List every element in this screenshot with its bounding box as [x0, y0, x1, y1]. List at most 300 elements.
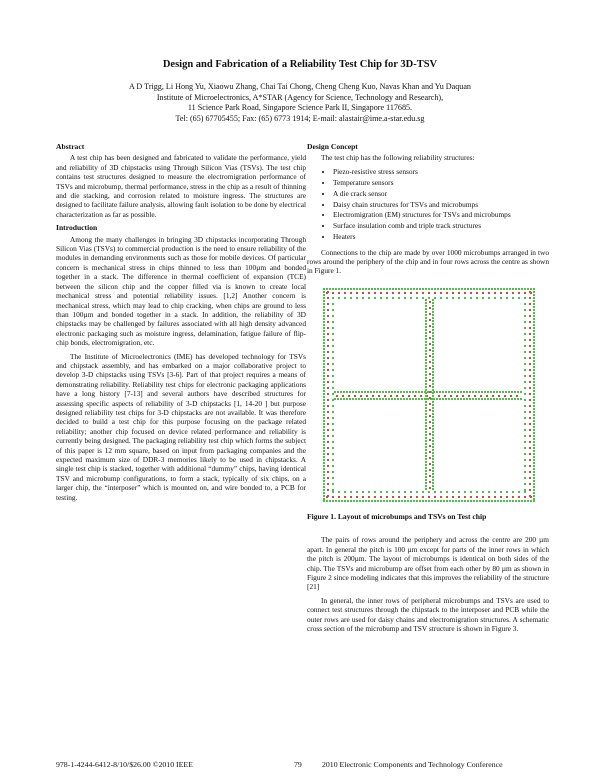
microbump [323, 438, 325, 440]
microbump [353, 288, 355, 290]
microbump [374, 491, 376, 493]
microbump [485, 500, 487, 502]
microbump [510, 395, 512, 397]
microbump [323, 327, 325, 329]
microbump [432, 320, 434, 322]
microbump [380, 288, 382, 290]
microbump [514, 398, 516, 400]
microbump [492, 395, 494, 397]
microbump [533, 399, 535, 401]
list-item: • Temperature sensors [333, 178, 549, 187]
microbump [533, 369, 535, 371]
footer-page-number: 79 [294, 760, 302, 769]
design-concept-intro: The test chip has the following reliability structures: [321, 153, 475, 163]
microbump [467, 288, 469, 290]
microbump [346, 398, 348, 400]
author-affiliation: Institute of Microelectronics, A*STAR (Agency for Science, Technology and Research), [156, 92, 444, 102]
microbump [533, 486, 535, 488]
microbump [432, 404, 434, 406]
microbump [437, 500, 439, 502]
microbump [429, 445, 431, 447]
microbump [323, 492, 325, 494]
microbump [425, 320, 427, 322]
microbump [410, 500, 412, 502]
microbump [425, 434, 427, 436]
microbump [470, 297, 472, 299]
microbump [425, 413, 427, 415]
microbump [533, 483, 535, 485]
microbump [432, 410, 434, 412]
microbump [486, 395, 488, 397]
microbump [529, 495, 531, 497]
microbump [431, 500, 433, 502]
microbump [425, 299, 427, 301]
microbump [425, 416, 427, 418]
microbump [332, 387, 334, 389]
microbump [494, 288, 496, 290]
microbump [323, 303, 325, 305]
microbump [361, 391, 363, 393]
microbump [425, 288, 427, 290]
microbump [432, 431, 434, 433]
microbump [425, 350, 427, 352]
microbump [323, 486, 325, 488]
microbump [524, 315, 526, 317]
list-item: • Heaters [333, 232, 549, 241]
microbump [416, 491, 418, 493]
microbump [524, 327, 526, 329]
microbump [362, 292, 364, 294]
microbump [323, 432, 325, 434]
microbump [512, 491, 514, 493]
microbump [429, 349, 431, 351]
microbump [518, 496, 520, 498]
microbump [386, 491, 388, 493]
microbump [529, 465, 531, 467]
microbump [374, 500, 376, 502]
microbump [371, 500, 373, 502]
microbump [533, 348, 535, 350]
microbump [529, 381, 531, 383]
microbump [327, 399, 329, 401]
microbump [533, 471, 535, 473]
microbump [524, 496, 526, 498]
microbump [529, 423, 531, 425]
microbump [401, 500, 403, 502]
microbump [425, 401, 427, 403]
microbump [425, 380, 427, 382]
microbump [332, 292, 334, 294]
microbump [529, 471, 531, 473]
microbump [429, 397, 431, 399]
microbump [425, 377, 427, 379]
microbump [533, 405, 535, 407]
microbump [482, 500, 484, 502]
microbump [376, 398, 378, 400]
microbump [425, 479, 427, 481]
microbump [506, 297, 508, 299]
microbump [361, 398, 363, 400]
microbump [425, 461, 427, 463]
microbump [524, 453, 526, 455]
microbump [533, 387, 535, 389]
list-item: • Piezo-resistive stress sensors [333, 167, 549, 176]
microbump [439, 391, 441, 393]
microbump [327, 477, 329, 479]
microbump [462, 395, 464, 397]
author-block [60, 82, 540, 124]
microbump [428, 496, 430, 498]
microbump [332, 453, 334, 455]
microbump [476, 491, 478, 493]
microbump [524, 441, 526, 443]
microbump [368, 500, 370, 502]
microbump [327, 303, 329, 305]
microbump-layout-diagram [321, 286, 537, 504]
microbump [374, 292, 376, 294]
microbump [491, 288, 493, 290]
microbump [429, 355, 431, 357]
microbump [389, 500, 391, 502]
microbump [533, 429, 535, 431]
microbump [488, 292, 490, 294]
microbump [386, 297, 388, 299]
microbump [412, 391, 414, 393]
microbump [440, 292, 442, 294]
microbump [327, 429, 329, 431]
footer-conference: 2010 Electronic Components and Technology Conference [322, 760, 503, 769]
microbump [490, 391, 492, 393]
microbump [394, 391, 396, 393]
microbump [323, 420, 325, 422]
microbump [469, 398, 471, 400]
microbump [455, 288, 457, 290]
microbump [332, 321, 334, 323]
microbump [529, 489, 531, 491]
microbump [488, 500, 490, 502]
microbump [323, 423, 325, 425]
microbump [368, 297, 370, 299]
microbump [470, 496, 472, 498]
microbump [385, 398, 387, 400]
microbump [529, 441, 531, 443]
microbump [432, 437, 434, 439]
microbump [533, 321, 535, 323]
microbump [348, 395, 350, 397]
microbump [496, 391, 498, 393]
microbump [436, 398, 438, 400]
microbump [533, 480, 535, 482]
microbump [323, 372, 325, 374]
microbump [533, 450, 535, 452]
microbump [533, 447, 535, 449]
microbump [425, 302, 427, 304]
microbump [422, 500, 424, 502]
microbump [332, 315, 334, 317]
microbump [429, 451, 431, 453]
microbump [432, 449, 434, 451]
microbump [533, 300, 535, 302]
microbump [429, 481, 431, 483]
microbump [349, 398, 351, 400]
microbump [406, 391, 408, 393]
microbump [533, 411, 535, 413]
microbump [332, 417, 334, 419]
microbump [332, 405, 334, 407]
microbump [443, 288, 445, 290]
microbump [332, 303, 334, 305]
microbump [337, 391, 339, 393]
microbump [533, 351, 535, 353]
microbump [340, 391, 342, 393]
microbump [416, 500, 418, 502]
microbump [445, 391, 447, 393]
microbump [529, 321, 531, 323]
microbump [386, 500, 388, 502]
microbump [429, 457, 431, 459]
microbump [332, 399, 334, 401]
microbump [432, 368, 434, 370]
microbump [432, 422, 434, 424]
microbump [327, 489, 329, 491]
microbump [432, 482, 434, 484]
microbump [409, 398, 411, 400]
microbump [323, 354, 325, 356]
microbump [475, 398, 477, 400]
microbump [434, 288, 436, 290]
microbump [432, 329, 434, 331]
microbump [391, 391, 393, 393]
microbump [432, 299, 434, 301]
microbump [323, 396, 325, 398]
microbump [448, 398, 450, 400]
microbump [529, 405, 531, 407]
microbump [432, 446, 434, 448]
microbump [428, 292, 430, 294]
microbump [327, 471, 329, 473]
microbump [436, 391, 438, 393]
microbump [356, 491, 358, 493]
microbump [464, 292, 466, 294]
microbump [432, 419, 434, 421]
microbump [425, 437, 427, 439]
microbump [461, 500, 463, 502]
microbump [429, 361, 431, 363]
microbump [356, 496, 358, 498]
microbump [327, 417, 329, 419]
microbump [518, 297, 520, 299]
microbump [494, 297, 496, 299]
microbump [524, 477, 526, 479]
microbump [429, 421, 431, 423]
microbump [431, 288, 433, 290]
microbump [327, 441, 329, 443]
microbump [533, 354, 535, 356]
microbump [524, 381, 526, 383]
microbump [416, 292, 418, 294]
microbump [524, 471, 526, 473]
microbump [382, 398, 384, 400]
microbump [533, 342, 535, 344]
microbump [425, 371, 427, 373]
microbump [323, 366, 325, 368]
microbump [334, 391, 336, 393]
microbump [533, 417, 535, 419]
microbump [349, 391, 351, 393]
microbump [442, 398, 444, 400]
microbump [323, 315, 325, 317]
microbump [371, 288, 373, 290]
figure-paragraph-2: In general, the inner rows of peripheral microbumps and TSVs are used to connect test structures through the chipstack to the interposer and PCB while the outer rows are used for daisy chains and electromigration structures. A schematic cross section of the microbump and TSV structure is shown in Figure 3. [307, 595, 549, 633]
microbump [406, 398, 408, 400]
microbump [323, 483, 325, 485]
microbump [327, 465, 329, 467]
microbump [367, 398, 369, 400]
microbump [323, 384, 325, 386]
microbump [432, 488, 434, 490]
microbump [529, 363, 531, 365]
microbump [398, 297, 400, 299]
microbump [472, 398, 474, 400]
figure-1-caption: Figure 1. Layout of microbumps and TSVs on Test chip [307, 511, 487, 521]
microbump [425, 443, 427, 445]
microbump [524, 429, 526, 431]
microbump [464, 288, 466, 290]
microbump [524, 447, 526, 449]
microbump [323, 294, 325, 296]
microbump [332, 288, 334, 290]
microbump [327, 381, 329, 383]
microbump [432, 374, 434, 376]
microbump [429, 415, 431, 417]
microbump [398, 491, 400, 493]
microbump [391, 398, 393, 400]
microbump [440, 500, 442, 502]
microbump [338, 496, 340, 498]
microbump [490, 398, 492, 400]
microbump [533, 393, 535, 395]
microbump [524, 489, 526, 491]
microbump [347, 288, 349, 290]
microbump [440, 288, 442, 290]
microbump [425, 332, 427, 334]
microbump [327, 333, 329, 335]
microbump [533, 456, 535, 458]
microbump [425, 359, 427, 361]
microbump [432, 389, 434, 391]
microbump [425, 362, 427, 364]
microbump [344, 491, 346, 493]
microbump [422, 496, 424, 498]
microbump [533, 495, 535, 497]
microbump [404, 500, 406, 502]
microbump [429, 385, 431, 387]
microbump [340, 398, 342, 400]
microbump [323, 351, 325, 353]
microbump [533, 294, 535, 296]
microbump [432, 314, 434, 316]
microbump [509, 500, 511, 502]
microbump [529, 297, 531, 299]
microbump [410, 496, 412, 498]
microbump [403, 398, 405, 400]
microbump [408, 395, 410, 397]
microbump [432, 308, 434, 310]
microbump [470, 500, 472, 502]
microbump [432, 464, 434, 466]
microbump [464, 496, 466, 498]
microbump [327, 411, 329, 413]
microbump [370, 391, 372, 393]
microbump [506, 500, 508, 502]
microbump [515, 288, 517, 290]
microbump [327, 387, 329, 389]
microbump [429, 313, 431, 315]
microbump [524, 357, 526, 359]
microbump [323, 471, 325, 473]
intro-paragraph-2: The Institute of Microelectronics (IME) has developed technology for TSVs and chipstack assembly, and has embarked on a major collaborative project to develop 3-D chipstacks using TSVs [3-6]. Part of that project requires a means of demonstrating reliability. Reliability test chips for electronic packaging applications have a long history [7-13] and several authors have described structures for assessing specific aspects of reliability of 3-D chipstacks [1, 14-20 ] but purpose designed reliability test chips for 3-D chipstacks are not available. It was therefore decided to build a test chip for this purpose focusing on the package related reliability; another chip focused on device related performance and reliability is currently being designed. The packaging reliability test chip which forms the subject of this paper is 12 mm square, based on input from packaging companies and the expected maximum size of DDR-3 memories likely to be used in chipstacks. A single test chip is stacked, together with additional “dummy” chips, having identical TSV and microbump configurations, to form a stack, typically of six chips, on a larger chip, the “interposer” which is mounted on, and wire bonded to, a PCB for testing. [56, 351, 306, 502]
right-column [307, 142, 549, 637]
microbump [476, 500, 478, 502]
microbump [336, 395, 338, 397]
microbump [479, 500, 481, 502]
microbump [362, 500, 364, 502]
microbump [429, 373, 431, 375]
microbump [444, 395, 446, 397]
microbump [386, 292, 388, 294]
microbump [332, 489, 334, 491]
microbump [416, 288, 418, 290]
microbump [332, 441, 334, 443]
microbump [429, 367, 431, 369]
microbump [506, 496, 508, 498]
microbump [397, 391, 399, 393]
author-contact: Tel: (65) 67705455; Fax: (65) 6773 1914; E-mail: alastair@ime.a-star.edu.sg [175, 113, 425, 123]
microbump [434, 496, 436, 498]
microbump [429, 403, 431, 405]
microbump [332, 333, 334, 335]
microbump [398, 500, 400, 502]
microbump [376, 391, 378, 393]
microbump [508, 391, 510, 393]
microbump [323, 444, 325, 446]
microbump [366, 395, 368, 397]
microbump [474, 395, 476, 397]
microbump [533, 297, 535, 299]
microbump [515, 500, 517, 502]
microbump [452, 500, 454, 502]
microbump [497, 500, 499, 502]
microbump [327, 423, 329, 425]
microbump [327, 291, 329, 293]
design-concept-connections: Connections to the chip are made by over 1000 microbumps arranged in two rows around the periphery of the chip and in four rows across the centre as shown in Figure 1. [307, 247, 549, 276]
microbump [460, 391, 462, 393]
microbump [458, 496, 460, 498]
microbump [533, 474, 535, 476]
microbump [373, 391, 375, 393]
microbump [432, 359, 434, 361]
microbump [425, 404, 427, 406]
abstract-text: A test chip has been designed and fabricated to validate the performance, yield and reliability of 3D chipstacks using Through Silicon Vias (TSVs). The test chip contains test structures designed to measure the electromigration performance of TSVs and microbump, thermal performance, stress in the chip as a result of thinning and die stacking, and corrosion related to moisture ingress. The structures are designed to facilitate failure analysis, allowing fault isolation to be done by electrical characterization as far as possible. [56, 153, 306, 219]
microbump [533, 327, 535, 329]
microbump [344, 297, 346, 299]
microbump [529, 477, 531, 479]
microbump [432, 398, 434, 400]
microbump [335, 288, 337, 290]
microbump [425, 386, 427, 388]
list-item: • Electromigration (EM) structures for TSVs and microbumps [333, 210, 549, 219]
microbump [332, 447, 334, 449]
